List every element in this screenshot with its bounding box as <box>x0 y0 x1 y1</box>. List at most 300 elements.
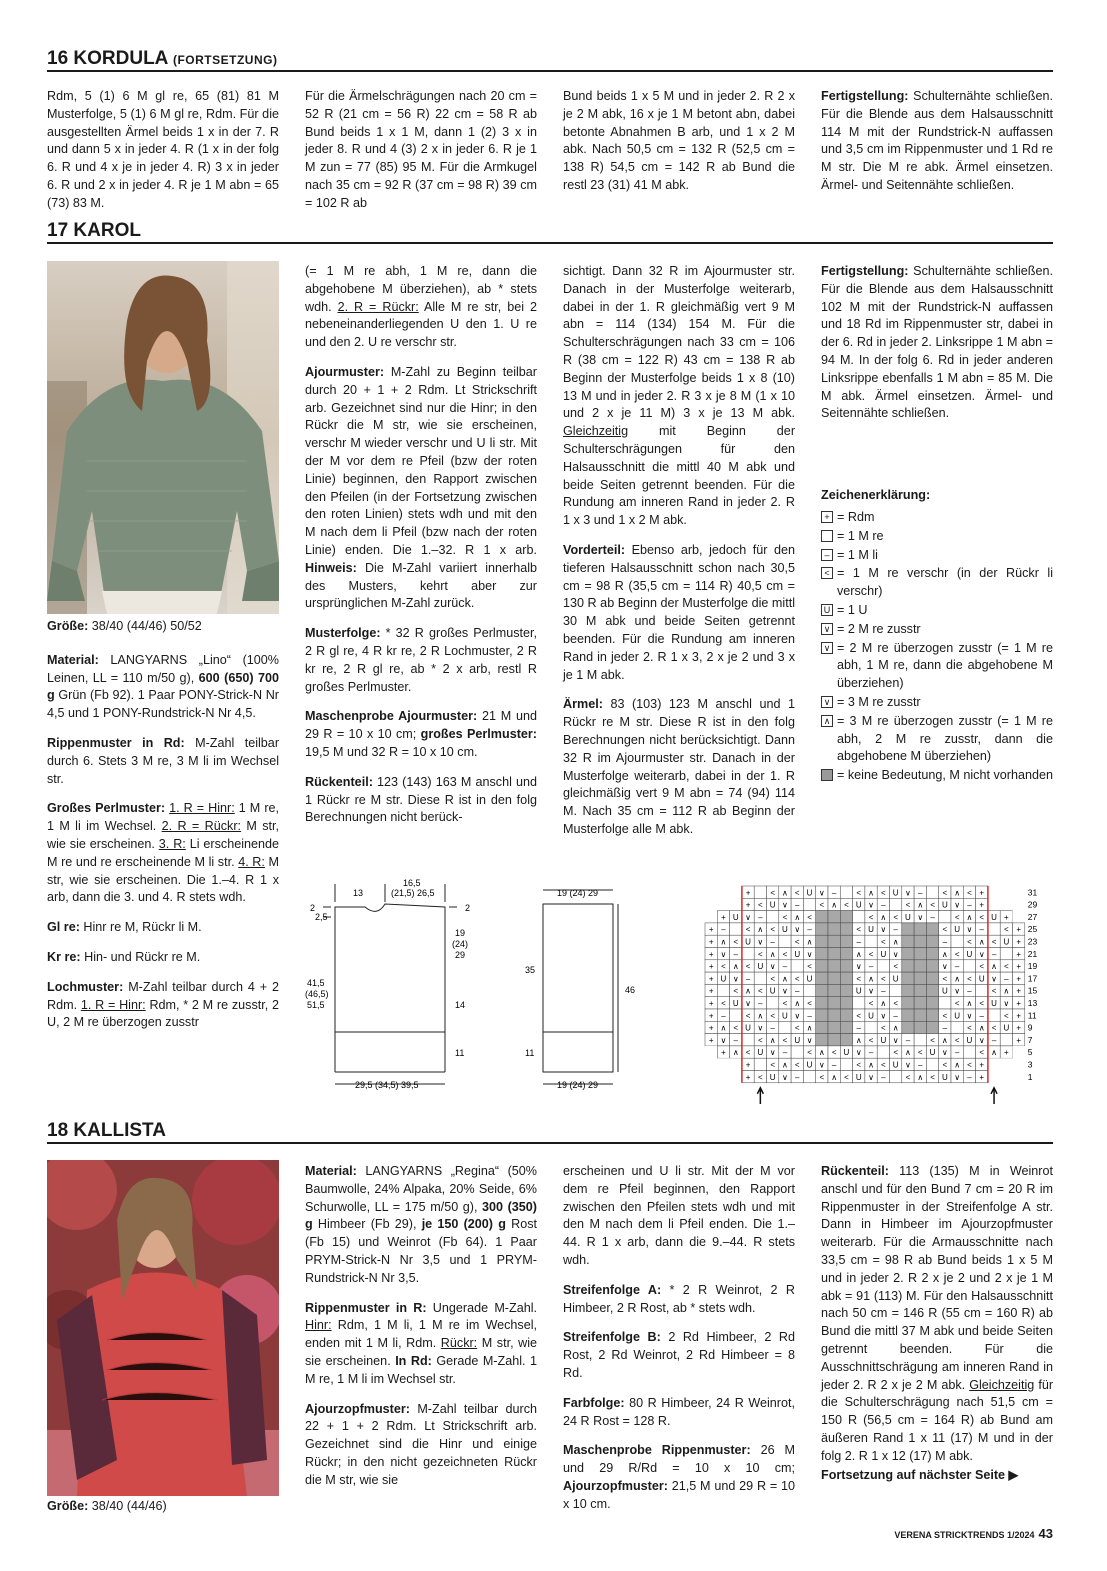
chart-symbol: < <box>930 1072 935 1082</box>
moss-row4-text: M str, wie sie erscheinen. Die 1.–4. R 1 x arb, dann die 3. und 4. R stets wdh. <box>47 854 280 905</box>
s18-simultaneously: Gleichzeitig <box>969 1377 1035 1392</box>
schem2-bottom: 19 (24) 29 <box>557 1080 599 1090</box>
chart-symbol: < <box>770 1011 775 1021</box>
s18-rib-d: Gerade M-Zahl. 1 M re, 1 M li im Wechsel str. <box>305 1353 537 1386</box>
chart-symbol: < <box>770 888 775 898</box>
chart-cell <box>803 898 815 910</box>
chart-cell <box>853 997 865 1009</box>
schem1-body2: (46,5) <box>305 989 329 999</box>
chart-symbol: U <box>732 999 739 1008</box>
chart-cell <box>865 935 877 947</box>
chart-symbol: ∨ <box>892 949 899 959</box>
schem1-top-b: 16,5 <box>403 878 421 888</box>
kallista-photo-art <box>47 1160 279 1496</box>
chart-symbol: ∨ <box>892 1035 899 1045</box>
legend-text: = 1 U <box>837 602 868 617</box>
chart-symbol: < <box>856 925 862 935</box>
chart-symbol: ∧ <box>991 962 997 972</box>
chart-symbol: < <box>942 888 948 898</box>
chart-symbol: < <box>881 1023 886 1033</box>
chart-symbol: + <box>708 937 714 947</box>
chart-symbol: U <box>855 1072 862 1082</box>
chart-symbol: – <box>721 925 726 935</box>
s17-col3 <box>563 263 795 851</box>
chart-cell <box>926 948 938 960</box>
chart-symbol: < <box>758 1035 763 1045</box>
chart-symbol: – <box>733 1035 738 1045</box>
s18-gauge-label: Maschenprobe Rippenmuster: <box>563 1443 751 1458</box>
chart-cell <box>816 972 828 984</box>
chart-symbol: + <box>1016 937 1021 947</box>
arrow-up-icon <box>757 1088 763 1104</box>
chart-symbol: U <box>991 912 997 922</box>
chart-cell <box>926 997 938 1009</box>
page-footer <box>894 1526 1053 1541</box>
section-18-name: 18 KALLISTA <box>47 1120 166 1141</box>
eyelet-text-a: M-Zahl teilbar durch 4 + 2 Rdm. <box>47 979 279 1012</box>
chart-symbol: ∨ <box>868 900 874 910</box>
chart-symbol: ∧ <box>831 900 838 910</box>
chart-symbol: < <box>893 1048 898 1058</box>
chart-cell <box>1000 1058 1012 1070</box>
chart-symbol: U <box>892 974 899 984</box>
stockinette-label: Gl re: <box>47 920 80 935</box>
eyelet-text-b: Rdm, * 2 M re zusstr, 2 U, 2 M re überzogen zusstr <box>47 997 280 1030</box>
chart-symbol: U <box>782 1011 788 1021</box>
s18-rib-rs: Hinr: <box>305 1318 332 1333</box>
chart-symbol: < <box>745 962 751 972</box>
chart-symbol: U <box>1003 1023 1010 1033</box>
chart-row-number: 23 <box>1027 936 1038 947</box>
chart-symbol: U <box>941 1072 948 1082</box>
chart-symbol: ∧ <box>806 1023 813 1033</box>
chart-cell <box>767 911 779 923</box>
chart-cell <box>828 935 840 947</box>
chart-symbol: – <box>782 1048 788 1058</box>
chart-row-number: 17 <box>1027 973 1038 984</box>
chart-symbol: < <box>881 1060 886 1070</box>
chart-symbol: < <box>782 912 788 922</box>
s17-col1 <box>47 618 279 1044</box>
chart-cell <box>816 984 828 996</box>
chart-cell <box>803 1071 815 1083</box>
chart-symbol: < <box>819 900 825 910</box>
chart-cell <box>754 886 766 898</box>
chart-cell <box>717 898 729 910</box>
legend-item <box>821 694 1053 712</box>
schem1-armhole3: 29 <box>455 950 466 960</box>
chart-symbol: ∧ <box>978 937 985 947</box>
chart-symbol: ∨ <box>941 962 948 972</box>
s16-col2 <box>305 88 537 225</box>
chart-symbol: ∨ <box>917 912 924 922</box>
chart-cell <box>939 911 951 923</box>
chart-symbol: < <box>758 949 763 959</box>
chart-cell <box>828 948 840 960</box>
chart-cell <box>840 911 852 923</box>
chart-symbol: ∨ <box>806 949 813 959</box>
chart-symbol: – <box>745 974 751 984</box>
section-16-subtitle: (FORTSETZUNG) <box>172 53 278 67</box>
chart-cell <box>840 923 852 935</box>
chart-symbol: ∨ <box>769 1048 776 1058</box>
chart-symbol: ∧ <box>978 1023 985 1033</box>
chart-symbol: + <box>708 999 714 1008</box>
moss-row3-text: Li erscheinende M re und re erscheinende M li str. <box>47 836 280 869</box>
chart-symbol: < <box>770 1060 775 1070</box>
chart-symbol: – <box>881 900 886 910</box>
legend-item <box>821 767 1053 785</box>
chart-symbol: ∨ <box>880 925 887 935</box>
chart-symbol: U <box>855 900 862 910</box>
chart-symbol: ∧ <box>855 1035 862 1045</box>
chart-cell <box>717 1058 729 1070</box>
chart-symbol: U <box>720 974 727 984</box>
chart-symbol: U <box>892 888 899 898</box>
chart-symbol: < <box>942 1011 948 1021</box>
chart-cell <box>816 1034 828 1046</box>
chart-symbol: + <box>745 900 751 910</box>
s18-cable-text: M-Zahl teilbar durch 22 + 1 + 2 Rdm. Lt Strickschrift arb. Gezeichnet sind die Hinr und einige Rückr; in den nicht gezeichneten Rückr die M str, wie sie <box>305 1401 537 1487</box>
chart-symbol: < <box>954 999 960 1008</box>
chart-cell <box>926 960 938 972</box>
legend-text: = 1 M re <box>837 528 884 543</box>
chart-symbol: ∧ <box>769 1035 776 1045</box>
chart-cell <box>828 1009 840 1021</box>
chart-cell <box>890 984 902 996</box>
chart-symbol: ∧ <box>782 888 788 898</box>
chart-symbol: < <box>807 912 812 922</box>
legend-symbol-icon: ∨ <box>821 642 833 654</box>
chart-symbol: ∨ <box>954 986 961 996</box>
legend-item <box>821 640 1053 693</box>
chart-cell <box>988 898 1000 910</box>
chart-cell <box>1013 886 1025 898</box>
s18-back-b: für die Schulterschrägung nach 51,5 cm = 150 R (56,5 cm = 164 R) ab Bund am äußeren Rand 1 x 11 (17) M und in der folg 2. R 1 x 12 (17) M abk. <box>821 1377 1054 1463</box>
chart-symbol: < <box>758 986 763 996</box>
chart-symbol: – <box>979 1011 984 1021</box>
s18-gauge-b: 21,5 M und 29 R = 10 x 10 cm. <box>563 1478 795 1511</box>
legend-item <box>821 528 1053 546</box>
sequence-text: * 32 R großes Perlmuster, 2 R gl re, 4 R kr re, 2 R Lochmuster, 2 R kr re, 2 R gl re, ab * 2 x arb, restl R großes Perlmuster. <box>305 626 537 694</box>
chart-symbol: < <box>844 900 849 910</box>
chart-cell <box>779 1021 791 1033</box>
symbol-legend <box>821 509 1053 785</box>
moss-row3: 3. R: <box>158 836 186 851</box>
chart-cell <box>840 935 852 947</box>
chart-symbol: < <box>1004 925 1009 935</box>
chart-symbol: – <box>856 1023 861 1033</box>
chart-symbol: + <box>708 925 714 935</box>
s18-col3 <box>563 1163 795 1526</box>
eyelet-label: Lochmuster: <box>47 979 124 994</box>
chart-symbol: – <box>831 888 837 898</box>
chart-cell <box>730 1058 742 1070</box>
s18-col4 <box>821 1163 1053 1496</box>
schem1-top-a: 13 <box>353 888 364 898</box>
chart-cell <box>890 898 902 910</box>
chart-cell <box>767 997 779 1009</box>
page-number: 43 <box>1038 1526 1053 1541</box>
chart-symbol: < <box>967 1060 972 1070</box>
back-label: Rückenteil: <box>305 774 373 789</box>
chart-symbol: < <box>745 1048 751 1058</box>
moss-row2: 2. R = Rückr: <box>161 819 242 834</box>
chart-cell <box>816 923 828 935</box>
chart-symbol: ∨ <box>966 925 973 935</box>
chart-cell <box>1000 948 1012 960</box>
chart-symbol: ∧ <box>966 999 973 1008</box>
chart-symbol: ∨ <box>806 1035 813 1045</box>
chart-symbol: ∧ <box>868 974 874 984</box>
chart-symbol: – <box>991 1035 997 1045</box>
chart-cell <box>926 1009 938 1021</box>
chart-symbol: < <box>794 1023 800 1033</box>
chart-symbol: < <box>868 949 874 959</box>
chart-symbol: < <box>721 999 726 1008</box>
chart-symbol: < <box>930 900 935 910</box>
chart-cell <box>828 911 840 923</box>
chart-symbol: < <box>893 962 898 972</box>
chart-cell <box>1000 1034 1012 1046</box>
s16-col4 <box>821 88 1053 207</box>
chart-symbol: < <box>770 974 775 984</box>
chart-symbol: U <box>757 962 764 972</box>
schem2-right: 46 <box>625 985 636 995</box>
gauge-lace: 21 M und 29 R = 10 x 10 cm; <box>305 709 537 742</box>
chart-symbol: ∧ <box>720 1023 727 1033</box>
legend-item <box>821 602 1053 620</box>
moss-row2-text: M str, wie sie erscheinen. <box>47 819 280 851</box>
chart-symbol: < <box>856 888 862 898</box>
chart-symbol: ∨ <box>782 1072 788 1082</box>
chart-symbol: < <box>954 949 960 959</box>
eyelet-cont: (= 1 M re abh, 1 M re, dann die abgehobene M überziehen), ab * stets wdh. <box>305 264 537 314</box>
s18-gauge-a: 26 M und 29 R/Rd = 10 x 10 cm; <box>563 1443 795 1476</box>
chart-symbol: U <box>745 1023 751 1033</box>
chart-cell <box>816 948 828 960</box>
gauge-moss-label: großes Perlmuster: <box>420 727 537 742</box>
s18-back-a: 113 (135) M in Weinrot anschl und für den Bund 7 cm = 20 R im Rippenmuster in der Streifenfolge A str. Dann in Himbeer im Ajourzopfmuster weiterarb. Für die Armausschnitte nach 33,5 cm = 98 R ab Bund beids 1 x 5 M und in jeder 2. R 2 x je 2 und 2 x je 1 M abk = 91 (113) M. Für den Halsausschnitt nach 50 cm = 146 R (55 cm = 160 R) ab Bund die mittl 37 M abk und beide Seiten getrennt beenden. Für die Ausschnittschräg​ung am inneren Rand in jeder 2. R 2 x je 2 M abk. <box>821 1164 1053 1392</box>
s18-rib-ws: Rückr: <box>440 1336 478 1351</box>
chart-cell <box>976 984 988 996</box>
chart-symbol: U <box>769 900 776 910</box>
s17-col2 <box>305 263 537 839</box>
chart-symbol: U <box>954 925 961 935</box>
chart-cell <box>926 1058 938 1070</box>
chart-row-number: 5 <box>1027 1047 1033 1058</box>
schem1-l2: 2,5 <box>315 912 328 922</box>
chart-symbol: – <box>918 888 923 898</box>
chart-symbol: < <box>942 974 948 984</box>
chart-symbol: + <box>1016 925 1021 935</box>
chart-symbol: ∧ <box>966 912 973 922</box>
chart-symbol: + <box>708 1011 714 1021</box>
chart-cell <box>705 911 717 923</box>
chart-cell <box>877 960 889 972</box>
legend-item <box>821 713 1053 766</box>
chart-cell <box>914 1034 926 1046</box>
chart-cell <box>963 960 975 972</box>
chart-symbol: – <box>881 986 886 996</box>
chart-cell <box>902 1021 914 1033</box>
chart-symbol: U <box>806 888 813 898</box>
karol-photo-art <box>47 261 279 614</box>
kallista-photo <box>47 1160 279 1496</box>
chart-cell <box>779 935 791 947</box>
chart-symbol: – <box>954 962 960 972</box>
chart-cell <box>840 972 852 984</box>
chart-row-number: 29 <box>1027 899 1038 910</box>
front-text: Ebenso arb, jedoch für den tieferen Halsausschnitt schon nach 30,5 cm = 98 R (35,5 cm = 114 R) 40,5 cm = 130 R ab Beginn der Musterfolge die mittl 30 M abk und beide Seiten getrennt beenden. Für die Rundung am inneren Rand in jeder 2. R 1 x 3, 2 x je 2 und 3 x je 1 M abk. <box>563 542 795 682</box>
chart-symbol: ∨ <box>757 937 764 947</box>
continued-next-page: Fortsetzung auf nächster Seite ▶ <box>821 1467 1019 1482</box>
moss-row1: 1. R = Hinr: <box>169 801 235 816</box>
chart-symbol: ∧ <box>954 974 961 984</box>
chart-cell <box>840 886 852 898</box>
chart-symbol: ∨ <box>745 912 751 922</box>
chart-cell <box>730 1071 742 1083</box>
knitting-chart <box>700 882 1050 1104</box>
lace-label: Ajourmuster: <box>305 364 385 379</box>
chart-symbol: ∨ <box>1003 999 1010 1008</box>
chart-symbol: U <box>806 1060 813 1070</box>
chart-symbol: – <box>807 1011 812 1021</box>
chart-symbol: + <box>979 1060 985 1070</box>
chart-symbol: < <box>979 1048 985 1058</box>
chart-cell <box>988 1071 1000 1083</box>
schem1-r-body: 14 <box>455 1000 466 1010</box>
s17-col4 <box>821 263 1053 786</box>
chart-symbol: ∨ <box>868 986 874 996</box>
note-text: Die M-Zahl variiert innerhalb des Musters, kehrt aber zur ursprünglichen M-Zahl zurück. <box>305 560 538 611</box>
chart-symbol: ∨ <box>757 1023 764 1033</box>
chart-cell <box>902 1009 914 1021</box>
schem1-armhole: 19 <box>455 928 466 938</box>
chart-cell <box>988 1058 1000 1070</box>
chart-symbol: ∧ <box>732 962 739 972</box>
section-17-name: 17 KAROL <box>47 220 141 241</box>
legend-text: = 3 M re zusstr <box>837 694 921 709</box>
chart-symbol: – <box>942 937 948 947</box>
chart-symbol: ∨ <box>991 974 997 984</box>
stripe-b-label: Streifenfolge B: <box>563 1330 661 1345</box>
legend-symbol-icon: ∧ <box>821 715 833 727</box>
chart-symbol: < <box>807 962 812 972</box>
legend-symbol-icon: – <box>821 549 833 561</box>
chart-symbol: < <box>979 912 985 922</box>
chart-symbol: ∧ <box>769 949 776 959</box>
chart-symbol: U <box>843 1048 850 1058</box>
chart-cell <box>951 935 963 947</box>
chart-symbol: ∨ <box>794 1011 801 1021</box>
chart-symbol: – <box>770 1023 775 1033</box>
chart-symbol: ∨ <box>782 900 788 910</box>
chart-symbol: < <box>733 937 739 947</box>
chart-symbol: ∨ <box>978 1035 985 1045</box>
chart-cell <box>705 1058 717 1070</box>
s18-col2 <box>305 1163 537 1502</box>
sleeve-label: Ärmel: <box>563 697 603 712</box>
s18-rib-round: In Rd: <box>395 1353 432 1368</box>
chart-symbol: < <box>733 1023 739 1033</box>
back-text: 123 (143) 163 M anschl und 1 Rückr re M str. Diese R ist in den folg Berechnungen nicht berück- <box>305 774 538 825</box>
chart-cell <box>926 923 938 935</box>
chart-symbol: ∨ <box>855 962 862 972</box>
chart-symbol: + <box>1016 949 1021 959</box>
chart-symbol: ∧ <box>941 1035 948 1045</box>
chart-symbol: < <box>856 974 862 984</box>
moss-row4: 4. R: <box>238 854 265 869</box>
schem1-r1: 2 <box>465 903 471 913</box>
chart-symbol: ∨ <box>868 1072 874 1082</box>
s16-col3 <box>563 88 795 207</box>
back-cont-b: mit Beginn der Schulterschrägungen für den Halsausschnitt die mittl 40 M abk und beide Seiten getrennt beenden. Für die Rundung am inneren Rand in jeder 2. R 1 x 3 und 1 x 2 M abk. <box>563 424 796 528</box>
chart-symbol: U <box>732 912 739 922</box>
chart-symbol: < <box>758 900 763 910</box>
chart-symbol: – <box>905 1035 911 1045</box>
note-label: Hinweis: <box>305 560 357 575</box>
chart-cell <box>840 960 852 972</box>
legend-item <box>821 621 1053 639</box>
chart-symbol: – <box>967 986 972 996</box>
chart-cell <box>902 935 914 947</box>
eyelet-row2-text: Alle M re str, bei 2 nebeneinanderliegenden U den 1. U re und den 2. U re verschr str. <box>305 299 537 350</box>
chart-cell <box>926 972 938 984</box>
chart-row-number: 15 <box>1027 985 1038 996</box>
chart-symbol: < <box>782 1035 788 1045</box>
chart-symbol: U <box>880 949 887 959</box>
chart-symbol: + <box>708 962 714 972</box>
chart-symbol: – <box>795 900 800 910</box>
chart-symbol: + <box>1016 1011 1021 1021</box>
chart-cell <box>754 1058 766 1070</box>
chart-symbol: U <box>769 1072 776 1082</box>
chart-cell <box>730 898 742 910</box>
chart-symbol: ∧ <box>720 937 727 947</box>
simultaneously: Gleichzeitig <box>563 424 629 439</box>
chart-symbol: ∧ <box>782 974 788 984</box>
chart-symbol: < <box>770 925 775 935</box>
chart-symbol: – <box>967 900 972 910</box>
chart-row-number: 7 <box>1027 1034 1033 1045</box>
chart-symbol: U <box>794 1035 801 1045</box>
chart-row-number: 9 <box>1027 1022 1033 1033</box>
section-16-name: 16 KORDULA <box>47 48 168 69</box>
chart-symbol: ∧ <box>757 925 764 935</box>
chart-symbol: < <box>930 1035 935 1045</box>
garter-text: Hin- und Rückr re M. <box>84 949 201 964</box>
chart-cell <box>914 972 926 984</box>
legend-symbol-icon: ∨ <box>821 696 833 708</box>
moss-label: Großes Perlmuster: <box>47 801 166 816</box>
chart-symbol: U <box>905 912 911 922</box>
schem2-left: 35 <box>525 965 536 975</box>
chart-symbol: – <box>893 1011 898 1021</box>
chart-symbol: + <box>979 1072 985 1082</box>
chart-symbol: – <box>881 1072 886 1082</box>
chart-cell <box>914 948 926 960</box>
legend-symbol-icon: + <box>821 511 833 523</box>
legend-text: = 3 M re überzogen zusstr (= 1 M re abh, 2 M re zusstr, dann die abgehobene M überziehen) <box>837 713 1053 764</box>
schem1-top-c: (21,5) 26,5 <box>391 888 435 898</box>
chart-cell <box>754 972 766 984</box>
chart-symbol: ∨ <box>720 949 727 959</box>
color-seq-label: Farbfolge: <box>563 1395 625 1410</box>
legend-text: = 2 M re zusstr <box>837 621 921 636</box>
s18-cable-cont: erscheinen und U li str. Mit der M vor dem re Pfeil beginnen, den Rapport zwischen den Pfeilen stets wdh und mit den M nach dem li Pfeil enden. Die 1.–44. R 1 x arb, dann die 9.–44. R stets wdh. <box>563 1164 795 1267</box>
s18-material-label: Material: <box>305 1164 357 1178</box>
